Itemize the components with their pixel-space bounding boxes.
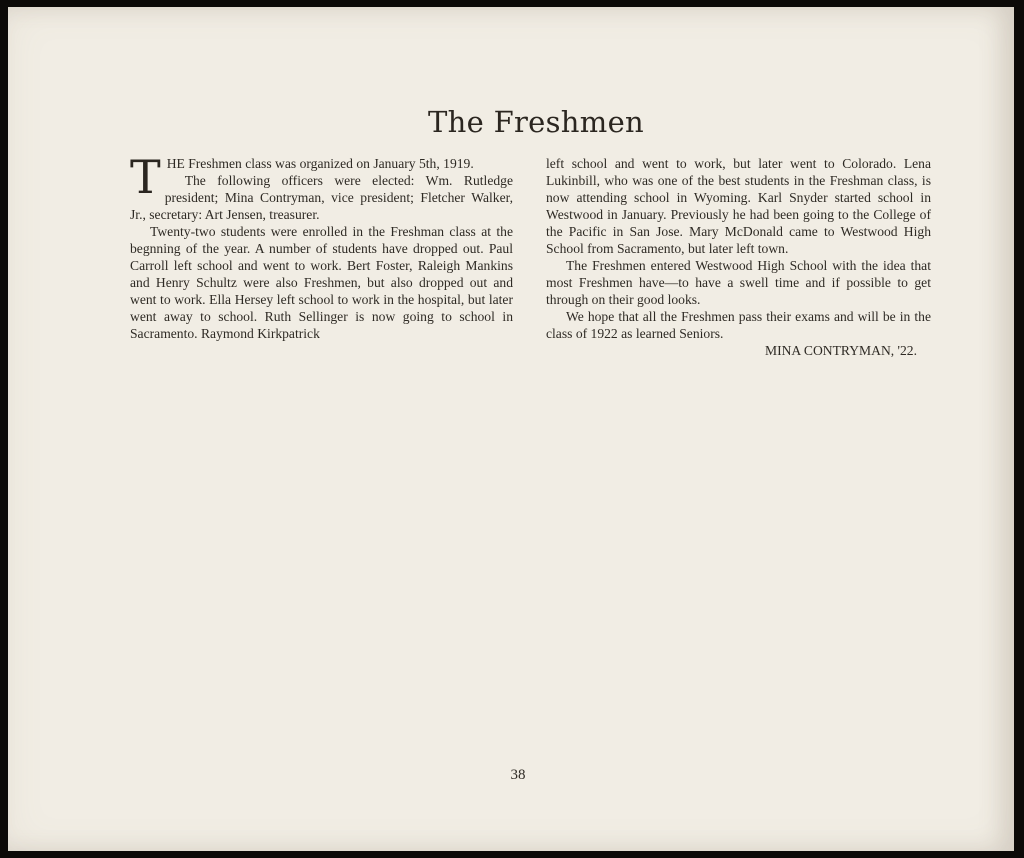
enrollment-paragraph: Twenty-two students were enrolled in the Freshman class at the begnning of the year. A number of students have dropped out. Paul Carroll left school and went to work. Bert Foster, Raleigh Mankins and Henry Schultz were also Freshmen, but also dropped out and went to work. Ella Hersey left school to work in the hospital, but later went away to school. Ruth Sellinger is now going to school in Sacramento. Raymond Kirkpatrick [130, 224, 513, 341]
author-signature: MINA CONTRYMAN, '22. [765, 343, 917, 358]
entered-paragraph: The Freshmen entered Westwood High School with the idea that most Freshmen have—to have a swell time and if possible to get through on their good looks. [546, 258, 931, 307]
page-number: 38 [510, 767, 526, 783]
page-title: The Freshmen [427, 105, 645, 139]
drop-cap: T [130, 150, 161, 204]
yearbook-page [8, 7, 1014, 851]
continuation-paragraph: left school and went to work, but later went to Colorado. Lena Lukinbill, who was one of the best students in the Freshman class, is now attending school in Wyoming. Karl Snyder started school in Westwood in January. Previously he had been going to the College of the Pacific in San Jose. Mary McDonald came to Westwood High School from Sacramento, but later left town. [546, 156, 931, 256]
left-column [130, 150, 513, 342]
opening-text: HE Freshmen class was organized on January 5th, 1919. [166, 156, 474, 171]
right-column [546, 155, 931, 359]
closing-paragraph: We hope that all the Freshmen pass their exams and will be in the class of 1922 as learned Seniors. [546, 309, 931, 341]
officers-paragraph: The following officers were elected: Wm. Rutledge president; Mina Contryman, vice president; Fletcher Walker, Jr., secretary: Art Jensen, treasurer. [130, 173, 513, 222]
